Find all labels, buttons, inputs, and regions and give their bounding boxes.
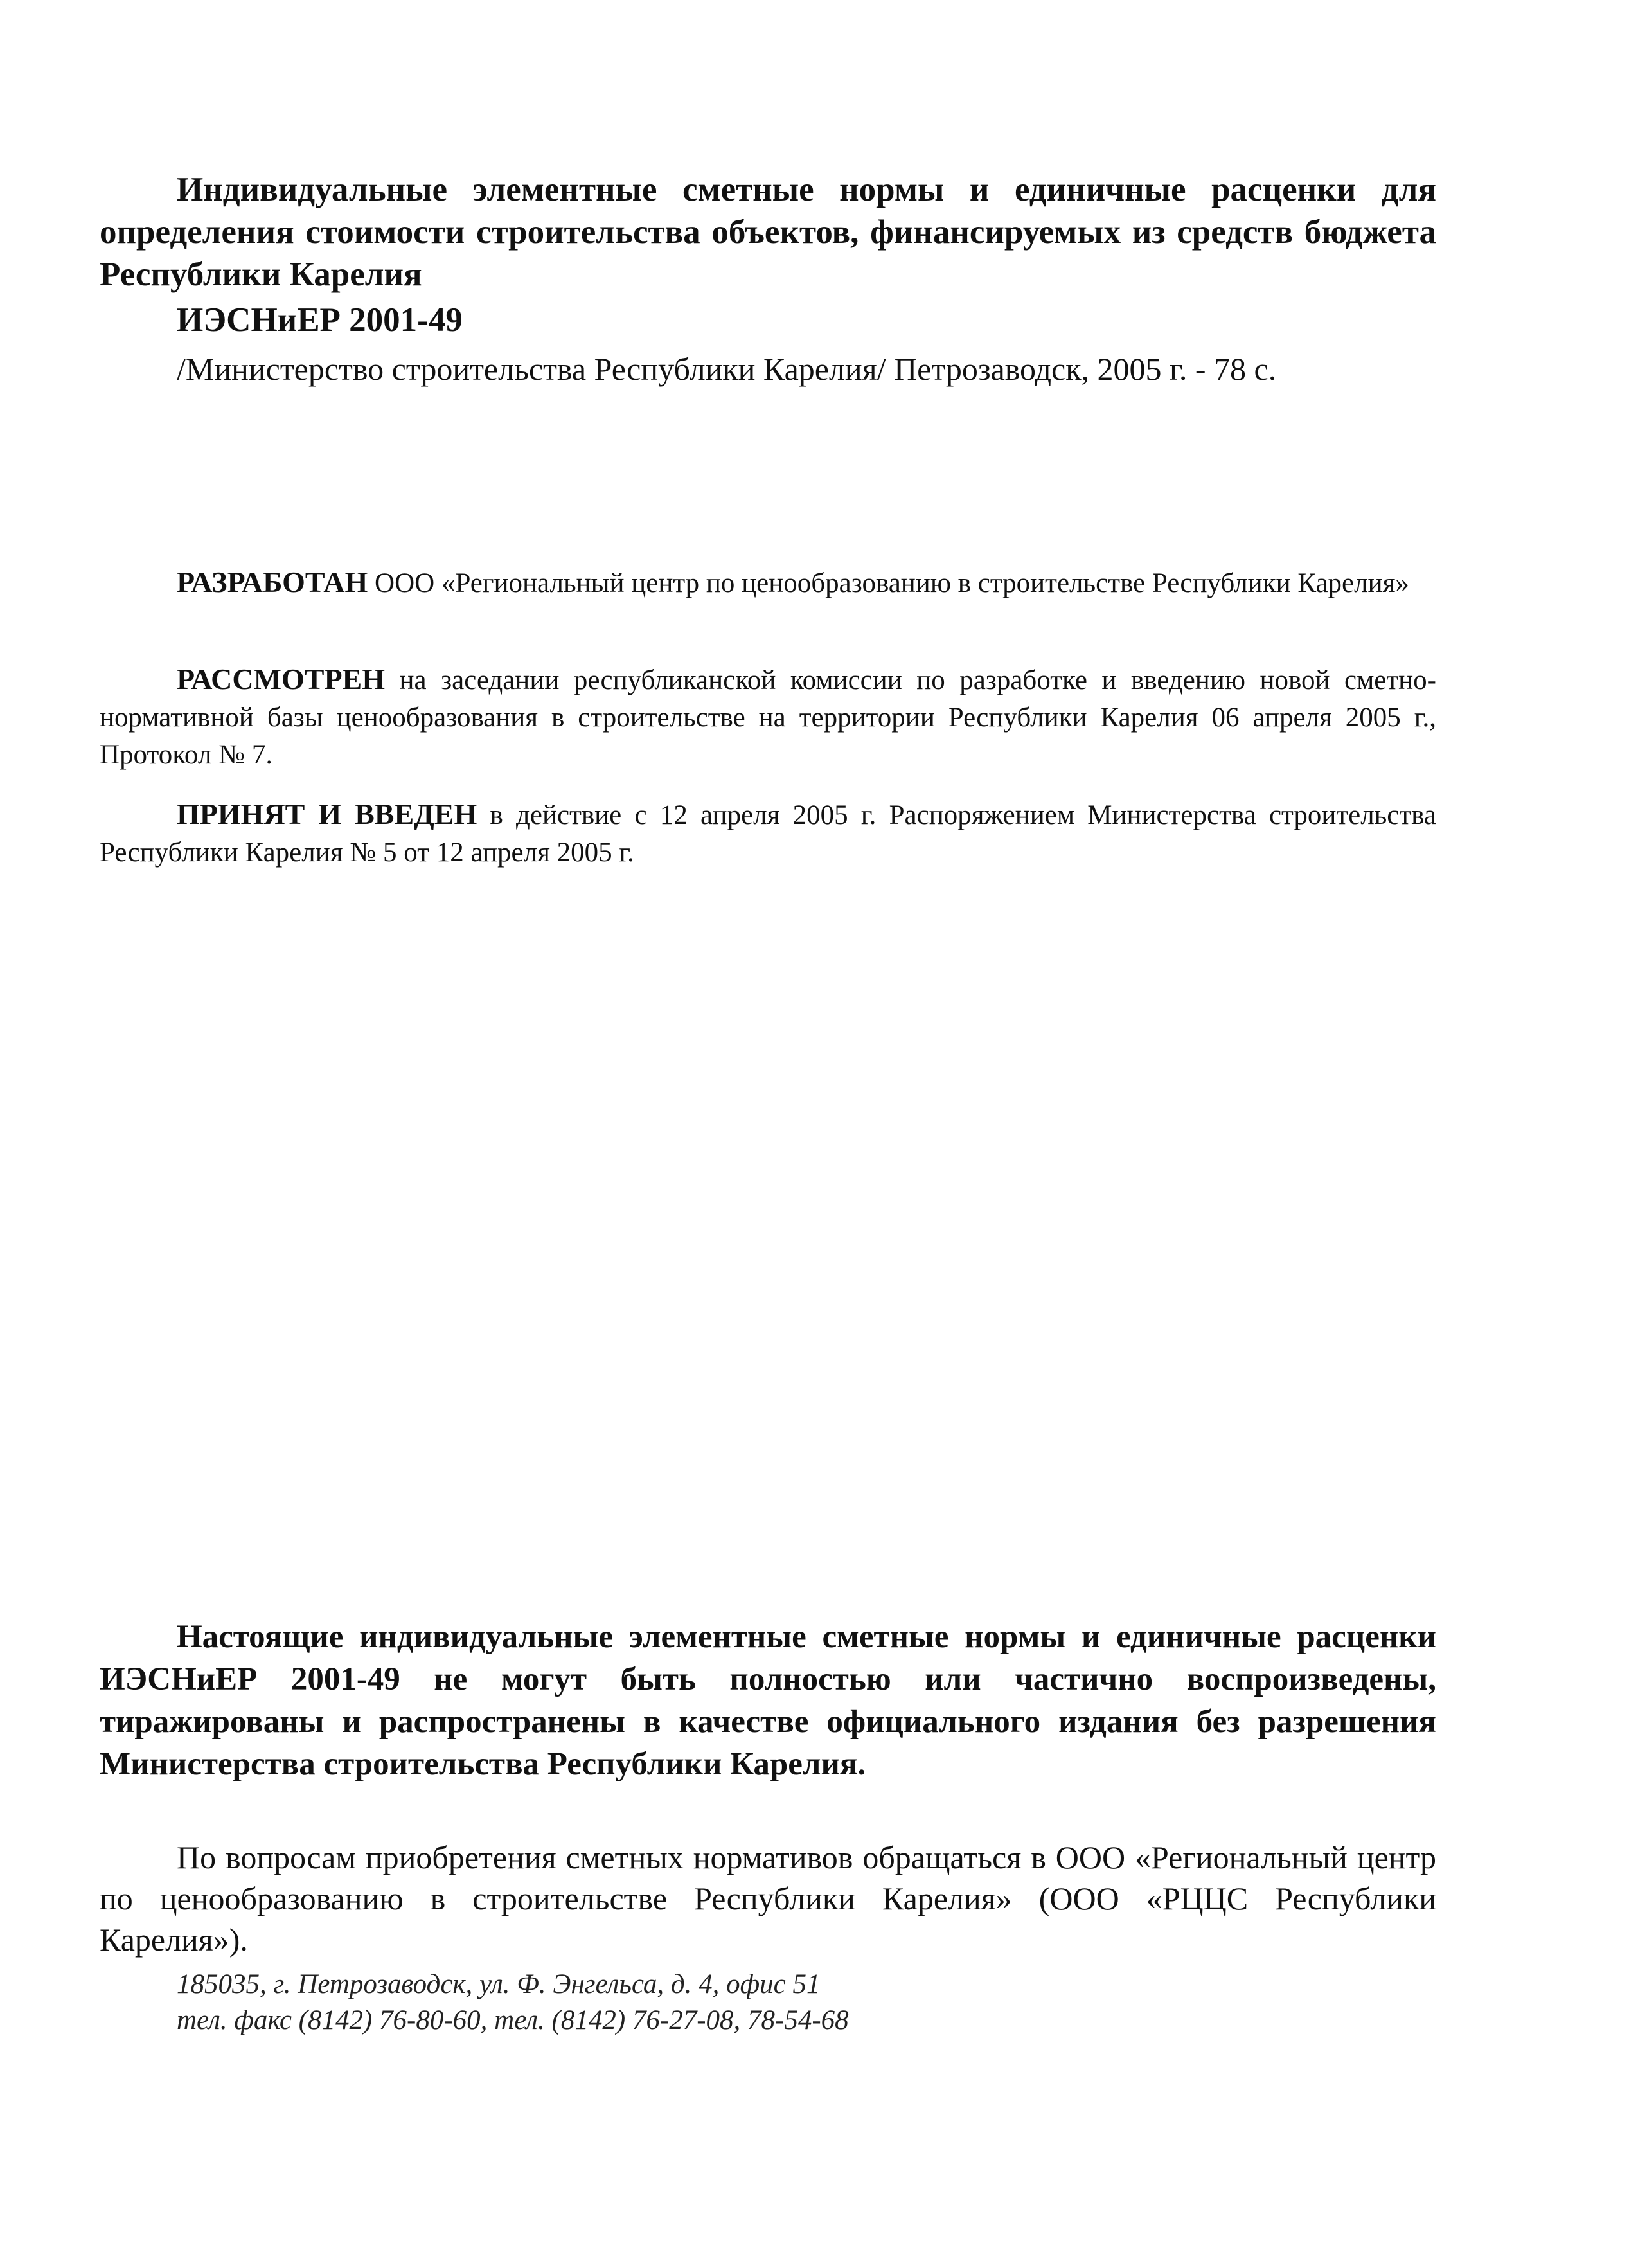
contact-text: По вопросам приобретения сметных нормативов обращаться в ООО «Региональный центр по ценообразованию в строительстве Республики Карелия» (ООО «РЦЦС Республики Карелия»). <box>100 1839 1436 1958</box>
publisher-line: /Министерство строительства Республики Карелия/ Петрозаводск, 2005 г. - 78 с. <box>177 351 1277 387</box>
phone-line: тел. факс (8142) 76-80-60, тел. (8142) 76-27-08, 78-54-68 <box>177 2005 849 2035</box>
accepted-label: ПРИНЯТ И ВВЕДЕН <box>177 798 477 830</box>
developed-text: ООО «Региональный центр по ценообразованию в строительстве Республики Карелия» <box>368 568 1409 598</box>
reviewed-label: РАССМОТРЕН <box>177 663 386 695</box>
accepted-text: в действие с 12 апреля 2005 г. Распоряжением Министерства строительства Республики Карелия № 5 от 12 апреля 2005 г. <box>100 800 1436 868</box>
address-block <box>177 1967 1205 2039</box>
reviewed-text: на заседании республиканской комиссии по разработке и введению новой сметно-нормативной базы ценообразования в строительстве на территории Республики Карелия 06 апреля 2005 г., Протокол № 7. <box>100 665 1436 770</box>
reviewed-paragraph <box>100 661 1436 774</box>
copyright-notice <box>100 1616 1436 1785</box>
document-header <box>100 168 1436 393</box>
contact-paragraph <box>100 1837 1436 1960</box>
developed-label: РАЗРАБОТАН <box>177 566 368 598</box>
developed-paragraph <box>100 564 1436 602</box>
document-code: ИЭСНиЕР 2001-49 <box>177 301 463 339</box>
accepted-paragraph <box>100 796 1436 871</box>
address-line: 185035, г. Петрозаводск, ул. Ф. Энгельса, д. 4, офис 51 <box>177 1969 821 1999</box>
document-title: Индивидуальные элементные сметные нормы и единичные расценки для определения стоимости строительства объектов, финансируемых из средств бюджета Республики Карелия <box>100 171 1436 293</box>
copyright-notice-text: Настоящие индивидуальные элементные сметные нормы и единичные расценки ИЭСНиЕР 2001-49 не могут быть полностью или частично воспроизведены, тиражированы и распространены в качестве официального издания без разрешения Министерства строительства Республики Карелия. <box>100 1619 1436 1782</box>
